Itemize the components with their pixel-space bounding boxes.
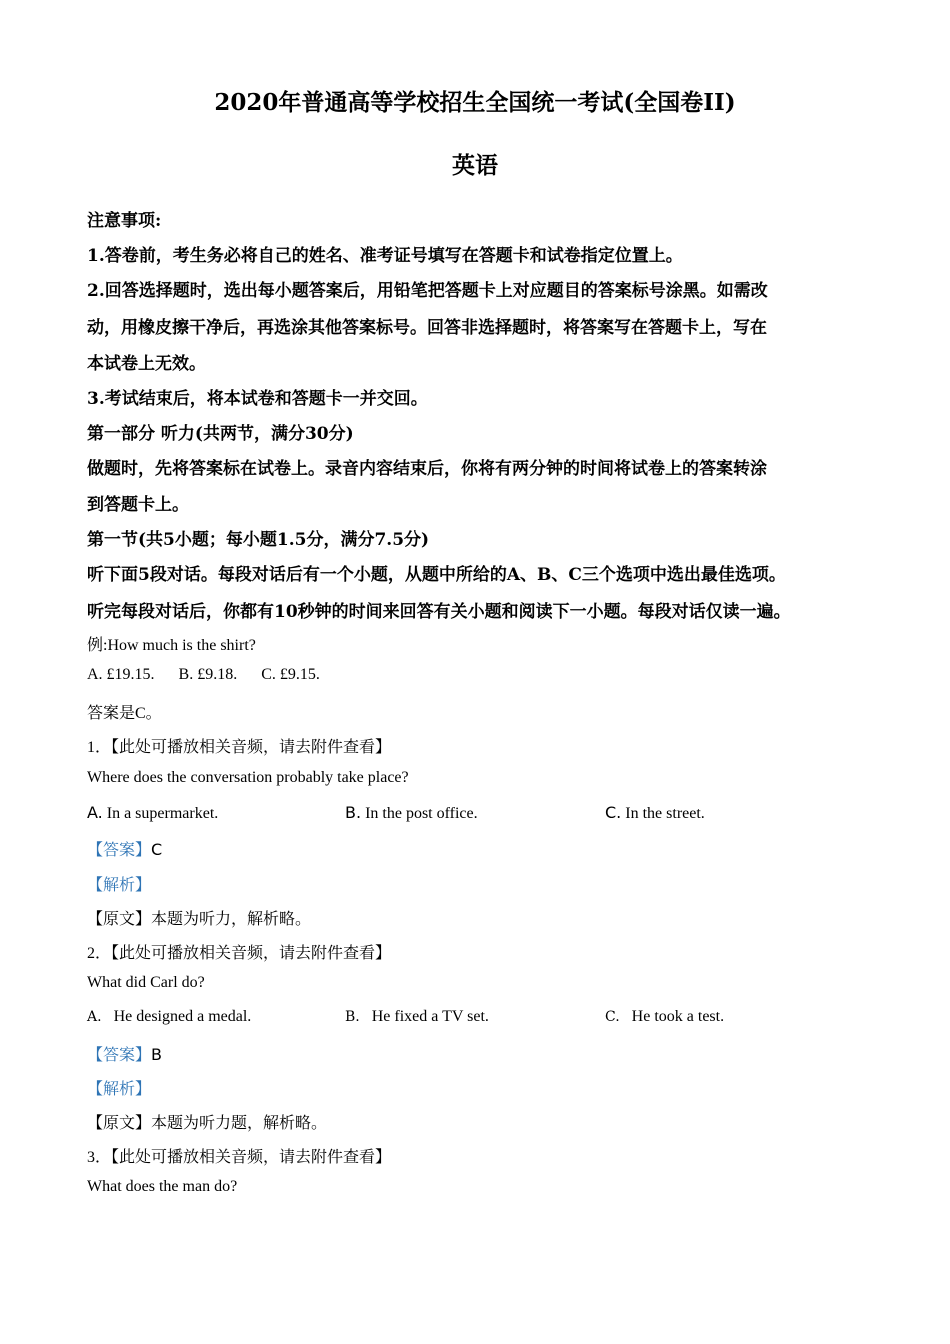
q2-answer (87, 1042, 162, 1065)
part1-heading: 第一部分 听力(共两节，满分30分) (87, 424, 354, 444)
q3-audio-placeholder: 3．【此处可播放相关音频，请去附件查看】 (87, 1149, 392, 1166)
section1-heading: 第一节(共5小题；每小题1.5分，满分7.5分) (87, 530, 430, 550)
part1-instruction-line-1: 做题时，先将答案标在试卷上。录音内容结束后，你将有两分钟的时间将试卷上的答案转涂 (87, 459, 767, 479)
exam-title: 2020年普通高等学校招生全国统一考试(全国卷II) (214, 89, 736, 116)
q1-audio-placeholder: 1．【此处可播放相关音频，请去附件查看】 (87, 739, 392, 756)
q3-question: What does the man do? (87, 1178, 238, 1195)
q1-answer-label: 【答案】 (87, 842, 152, 859)
q2-original-text: 【原文】本题为听力题，解析略。 (87, 1115, 328, 1132)
q1-option-a-text: In a supermarket. (102, 805, 219, 822)
section1-instruction-line-2: 听完每段对话后，你都有10秒钟的时间来回答有关小题和阅读下一小题。每段对话仅读一遍。 (87, 602, 791, 622)
q1-option-b (345, 803, 478, 823)
q1-analysis-label: 【解析】 (87, 877, 152, 894)
q2-answer-value: B (151, 1045, 162, 1064)
note-item-2-line-1: 2.回答选择题时，选出每小题答案后，用铅笔把答题卡上对应题目的答案标号涂黑。如需改 (87, 281, 768, 301)
note-item-2-line-3: 本试卷上无效。 (87, 354, 206, 374)
note-item-2-line-2: 动，用橡皮擦干净后，再选涂其他答案标号。回答非选择题时，将答案写在答题卡上，写在 (87, 318, 767, 338)
q2-option-b (345, 1008, 489, 1026)
q1-answer (87, 837, 162, 860)
q2-analysis-label: 【解析】 (87, 1081, 152, 1098)
q2-answer-label: 【答案】 (87, 1047, 152, 1064)
part1-instruction-line-2: 到答题卡上。 (87, 495, 189, 515)
q2-option-b-text: He fixed a TV set. (371, 1008, 489, 1025)
exam-subject: 英语 (452, 152, 498, 179)
q1-question: Where does the conversation probably take place? (87, 769, 409, 786)
q2-audio-placeholder: 2．【此处可播放相关音频，请去附件查看】 (87, 945, 392, 962)
section1-instruction-line-1: 听下面5段对话。每段对话后有一个小题，从题中所给的A、B、C三个选项中选出最佳选项。 (87, 565, 786, 585)
q1-option-b-letter: B. (345, 803, 362, 822)
q2-option-c-text: He took a test. (631, 1008, 725, 1025)
example-answer: 答案是C。 (87, 705, 162, 722)
q2-option-c-letter: C. (605, 1009, 620, 1025)
q1-option-a-letter: A. (87, 803, 103, 822)
note-item-3: 3.考试结束后，将本试卷和答题卡一并交回。 (87, 389, 428, 409)
example-options: A. £19.15. B. £9.18. C. £9.15. (87, 666, 320, 683)
q2-option-a-letter: A. (87, 1009, 102, 1025)
q1-option-c-text: In the street. (621, 805, 705, 822)
q2-option-c (605, 1008, 724, 1026)
example-question: 例:How much is the shirt? (87, 637, 256, 654)
q2-question: What did Carl do? (87, 974, 205, 991)
q1-option-c (605, 803, 705, 823)
q2-option-b-letter: B. (345, 1009, 360, 1025)
q1-answer-value: C (151, 840, 163, 859)
q2-option-a-text: He designed a medal. (113, 1008, 252, 1025)
q1-option-c-letter: C. (605, 803, 622, 822)
q1-option-b-text: In the post office. (361, 805, 478, 822)
q2-option-a (87, 1008, 251, 1026)
q1-option-a (87, 803, 218, 823)
notes-heading: 注意事项: (87, 211, 162, 231)
note-item-1: 1.答卷前，考生务必将自己的姓名、准考证号填写在答题卡和试卷指定位置上。 (87, 246, 683, 266)
q1-original-text: 【原文】本题为听力，解析略。 (87, 911, 312, 928)
